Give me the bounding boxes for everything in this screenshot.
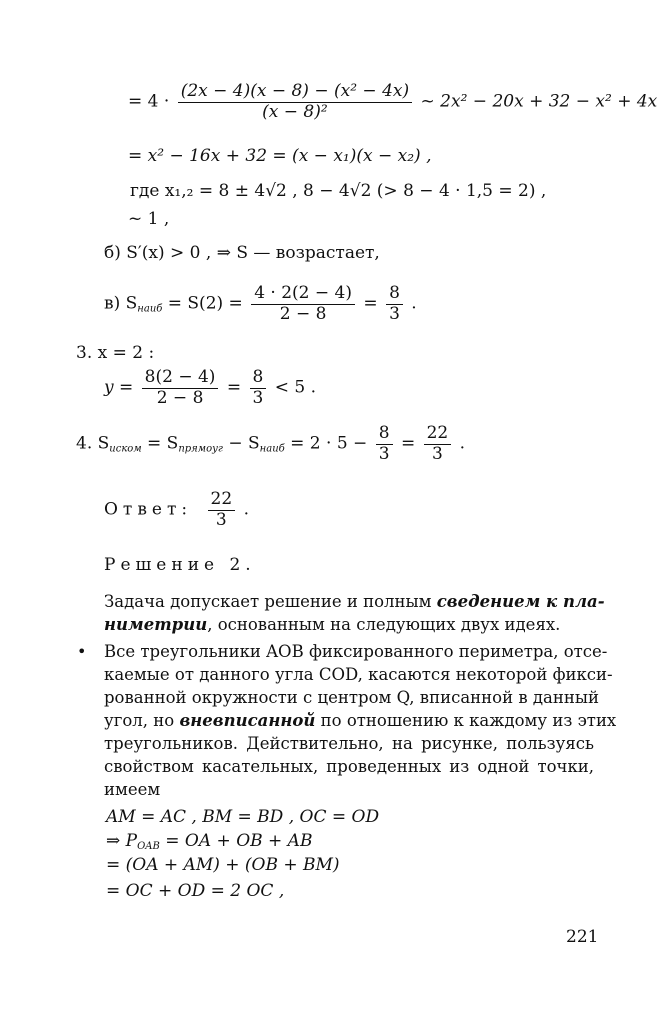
- fraction: [424, 424, 452, 464]
- paragraph-line: [104, 617, 594, 634]
- bullet-line: [104, 711, 617, 730]
- item-3: 3. x = 2 :: [76, 343, 155, 363]
- answer-label: Ответ:: [104, 499, 193, 520]
- formula-text: = 2 · 5 −: [284, 433, 368, 454]
- text-span: по отношению к каждому из этих: [315, 711, 617, 730]
- fraction-numerator: 8: [250, 368, 267, 389]
- fraction-numerator: 4 · 2(2 − 4): [251, 284, 355, 305]
- fraction-denominator: (x − 8)²: [262, 101, 328, 122]
- formula-text: =: [363, 293, 378, 314]
- subscript: иском: [109, 443, 142, 455]
- fraction-numerator: 22: [424, 424, 452, 445]
- fraction-denominator: 3: [389, 303, 400, 324]
- item-v: [104, 284, 417, 324]
- fraction-numerator: 22: [208, 490, 236, 511]
- bullet-marker: •: [77, 642, 87, 661]
- formula-f2: [106, 833, 312, 852]
- formula-text: .: [459, 433, 466, 454]
- fraction-numerator: 8(2 − 4): [142, 368, 219, 389]
- formula-text: = S(2) =: [162, 293, 243, 314]
- emphasis: ниметрии: [104, 615, 208, 634]
- formula-text: ~ 2x² − 20x + 32 − x² + 4x: [420, 91, 658, 112]
- formula-line-3: где x₁,₂ = 8 ± 4√2 , 8 − 4√2 (> 8 − 4 · 1,5 = 2) ,: [130, 181, 547, 201]
- fraction-denominator: 3: [252, 387, 264, 408]
- formula-text: = 4 ·: [128, 91, 170, 112]
- subscript: OAB: [137, 841, 160, 852]
- formula-f3: = (OA + AM) + (OB + BM): [106, 855, 340, 875]
- formula-text: = OA + OB + AB: [159, 831, 313, 851]
- fraction-numerator: (2x − 4)(x − 8) − (x² − 4x): [178, 82, 412, 103]
- solution-heading: Решение 2.: [104, 555, 256, 575]
- bullet-line: Все треугольники AOB фиксированного периметра, отсе-: [104, 642, 608, 661]
- text-span: угол, но: [104, 711, 180, 730]
- formula-f1: AM = AC , BM = BD , OC = OD: [106, 807, 380, 827]
- fraction: [250, 368, 267, 408]
- subscript: прямоуг: [178, 443, 223, 455]
- formula-text: 4. S: [76, 433, 110, 454]
- fraction: [178, 82, 412, 122]
- fraction-denominator: 3: [215, 509, 227, 530]
- bullet-line: рованной окружности с центром Q, вписанной в данный: [104, 688, 599, 707]
- subscript: наиб: [137, 303, 163, 315]
- formula-f4: = OC + OD = 2 OC ,: [106, 881, 285, 901]
- paragraph-line: [104, 592, 605, 611]
- fraction: [386, 284, 403, 324]
- formula-text: =: [400, 433, 416, 454]
- fraction: [376, 424, 393, 464]
- bullet-line: треугольников. Действительно, на рисунке, пользуясь: [104, 734, 594, 753]
- fraction: [208, 490, 236, 530]
- item-4: [76, 424, 465, 464]
- fraction-numerator: 8: [386, 284, 403, 305]
- bullet-line: имеем: [104, 780, 161, 799]
- answer: [104, 490, 249, 530]
- emphasis: вневписанной: [179, 711, 316, 730]
- emphasis: сведением к пла-: [436, 592, 605, 611]
- formula-text: = S: [141, 433, 179, 454]
- formula-line-2: = x² − 16x + 32 = (x − x₁)(x − x₂) ,: [128, 146, 432, 166]
- fraction-numerator: 8: [376, 424, 393, 445]
- fraction-denominator: 3: [432, 443, 443, 464]
- fraction-denominator: 2 − 8: [279, 303, 327, 324]
- bullet-line: каемые от данного угла COD, касаются некоторой фикси-: [104, 665, 613, 684]
- page-number: 221: [566, 927, 599, 947]
- item-b: б) S′(x) > 0 , ⇒ S — возрастает,: [104, 243, 380, 263]
- formula-text: .: [411, 293, 417, 314]
- fraction: [251, 284, 355, 324]
- formula-line-1: [128, 82, 657, 122]
- formula-text: < 5 .: [274, 377, 317, 398]
- formula-y: [104, 368, 316, 408]
- formula-text: − S: [222, 433, 260, 454]
- text-span: , основанным на следующих двух идеях.: [207, 615, 561, 634]
- formula-text: ⇒ P: [106, 831, 138, 851]
- subscript: наиб: [259, 443, 285, 455]
- bullet-line: свойством касательных, проведенных из одной точки,: [104, 757, 594, 776]
- formula-text: =: [226, 377, 242, 398]
- fraction: [142, 368, 219, 408]
- fraction-denominator: 2 − 8: [156, 387, 204, 408]
- formula-text: в) S: [104, 293, 138, 314]
- formula-line-4: ~ 1 ,: [128, 209, 170, 229]
- text-span: Задача допускает решение и полным: [104, 592, 437, 611]
- formula-text: y =: [104, 377, 134, 398]
- formula-text: .: [243, 499, 249, 520]
- fraction-denominator: 3: [378, 443, 390, 464]
